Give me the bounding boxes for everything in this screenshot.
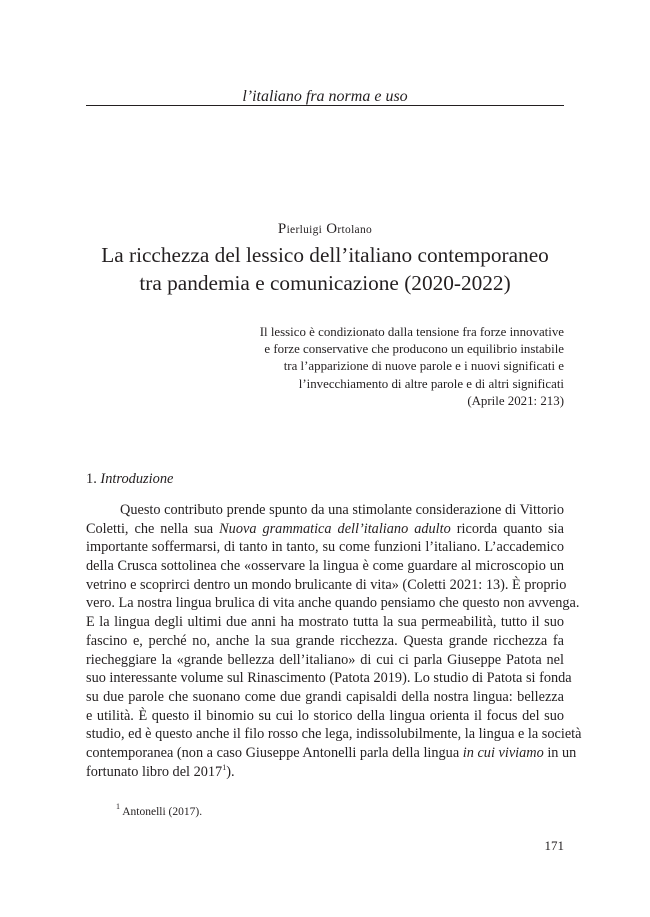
author-first-rest: ierluigi (286, 224, 323, 236)
running-header: l’italiano fra norma e uso (242, 88, 408, 105)
author-name (86, 221, 564, 238)
body-line: fortunato libro del 2017$^1$). (86, 762, 235, 780)
body-line: Coletti, che nella sua Nuova grammatica dell’italiano adulto ricorda quanto sia (86, 520, 564, 537)
footnote (116, 802, 203, 819)
epigraph (234, 324, 564, 410)
epigraph-line: tra l’apparizione di nuove parole e i nuovi significati e (283, 359, 564, 374)
body-line: su due parole che suonano come due grandi capisaldi della nostra lingua: bellezza (86, 688, 564, 705)
body-line: della Crusca sottolinea che «osservare la lingua è come guardare al microscopio un (86, 558, 564, 575)
epigraph-line: l’invecchiamento di altre parole e di altri significati (298, 376, 564, 391)
book-title: Nuova grammatica dell’italiano adulto (219, 520, 451, 537)
body-line: vero. La nostra lingua brulica di vita anche quando pensiamo che questo non avvenga. (86, 595, 580, 612)
author-first-initial: P (277, 221, 287, 237)
epigraph-line: e forze conservative che producono un equilibrio instabile (264, 342, 564, 357)
header-rule (86, 105, 564, 106)
body-line: studio, ed è questo anche il filo rosso che lega, indissolubilmente, la lingua e la società (86, 726, 582, 743)
emphasis-text: in cui viviamo (462, 744, 544, 761)
body-line: E la lingua degli ultimi due anni ha mostrato tutta la sua permeabilità, tutto il suo (86, 614, 564, 631)
footnote-text: Antonelli (2017). (120, 806, 203, 818)
epigraph-line: Il lessico è condizionato dalla tensione fra forze innovative (259, 325, 564, 339)
footnote-reference[interactable]: 1 (222, 762, 227, 772)
body-line: Questo contributo prende spunto da una stimolante considerazione di Vittorio (120, 502, 564, 518)
epigraph-citation: (Aprile 2021: 213) (467, 393, 564, 408)
body-line: vetrino e scoprirci dentro un mondo brulicante di vita» (Coletti 2021: 13). È proprio (86, 576, 567, 593)
body-line: fascino e, perché no, anche la sua grande ricchezza. Questa grande ricchezza fa (86, 632, 564, 649)
body-paragraph (86, 501, 582, 781)
author-last-initial: O (326, 221, 338, 237)
body-line: e utilità. È questo il binomio su cui lo storico della lingua orienta il focus del suo (86, 707, 564, 724)
section-title: Introduzione (100, 471, 174, 487)
section-heading (86, 470, 173, 488)
body-line: contemporanea (non a caso Giuseppe Antonelli parla della lingua in cui viviamo in un (86, 744, 577, 761)
title-line: La ricchezza del lessico dell’italiano contemporaneo (101, 243, 549, 267)
article-title (86, 241, 564, 297)
body-line: riecheggiare la «grande bellezza dell’italiano» di cui ci parla Giuseppe Patota nel (86, 651, 564, 668)
title-line: tra pandemia e comunicazione (2020-2022) (139, 271, 511, 295)
author-last-rest: rtolano (337, 224, 373, 236)
body-line: importante soffermarsi, di tanto in tanto, su come funzioni l’italiano. L’accademico (86, 539, 564, 556)
body-line: suo interessante volume sul Rinascimento (Patota 2019). Lo studio di Patota si fonda (86, 670, 572, 687)
footnote-marker: 1 (116, 802, 120, 811)
section-number: 1. (86, 471, 97, 487)
page-number: 171 (544, 838, 564, 853)
